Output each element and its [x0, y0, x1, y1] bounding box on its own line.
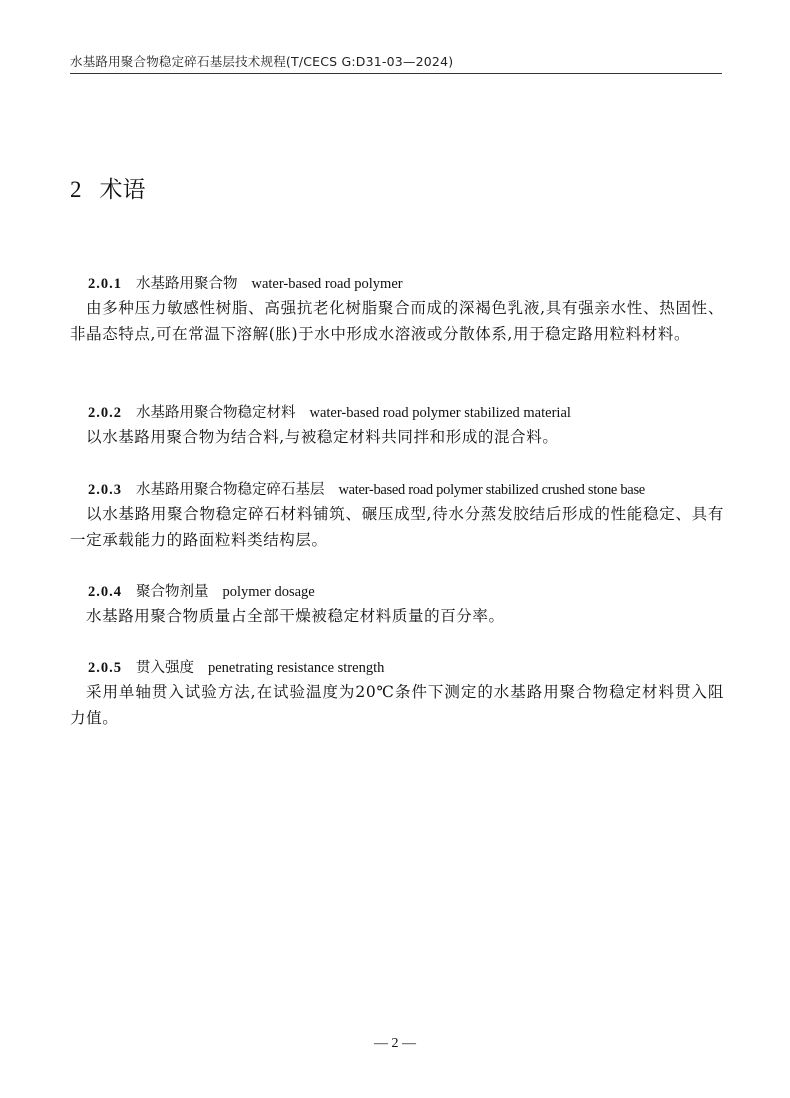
term-number: 2.0.3 [88, 482, 122, 498]
chapter-heading [70, 171, 146, 204]
term-definition: 由多种压力敏感性树脂、高强抗老化树脂聚合而成的深褐色乳液,具有强亲水性、热固性、非晶态特点,可在常温下溶解(胀)于水中形成水溶液或分散体系,用于稳定路用粒料材料。 [70, 299, 724, 343]
term-english-name: water-based road polymer [251, 276, 403, 292]
term-definition: 采用单轴贯入试验方法,在试验温度为20℃条件下测定的水基路用聚合物稳定材料贯入阻力值。 [70, 683, 724, 727]
term-entry [70, 657, 724, 731]
chapter-title: 术语 [99, 177, 146, 203]
chapter-number: 2 [70, 177, 82, 202]
term-definition: 以水基路用聚合物为结合料,与被稳定材料共同拌和形成的混合料。 [86, 428, 559, 446]
term-heading [88, 581, 724, 603]
term-entry [70, 273, 724, 347]
term-entry [70, 479, 724, 553]
term-number: 2.0.4 [88, 584, 122, 600]
term-entry [88, 402, 724, 450]
term-heading [88, 479, 724, 501]
term-heading [88, 657, 724, 679]
term-entry [88, 581, 724, 629]
running-header: 水基路用聚合物稳定碎石基层技术规程(T/CECS G:D31-03—2024) [70, 54, 454, 69]
header-rule [70, 73, 722, 74]
term-number: 2.0.5 [88, 660, 122, 676]
term-heading [88, 273, 724, 295]
term-chinese-name: 水基路用聚合物稳定碎石基层 [136, 482, 325, 498]
term-english-name: water-based road polymer stabilized material [309, 405, 571, 421]
term-number: 2.0.2 [88, 405, 122, 421]
term-definition: 水基路用聚合物质量占全部干燥被稳定材料质量的百分率。 [86, 607, 505, 625]
term-chinese-name: 水基路用聚合物 [136, 276, 238, 292]
term-english-name: polymer dosage [222, 584, 315, 600]
term-number: 2.0.1 [88, 276, 122, 292]
term-english-name: water-based road polymer stabilized crushed stone base [338, 482, 645, 498]
term-chinese-name: 贯入强度 [136, 660, 194, 676]
page-number: — 2 — [374, 1036, 416, 1051]
term-definition: 以水基路用聚合物稳定碎石材料铺筑、碾压成型,待水分蒸发胶结后形成的性能稳定、具有一定承载能力的路面粒料类结构层。 [70, 505, 724, 549]
term-chinese-name: 水基路用聚合物稳定材料 [136, 405, 296, 421]
term-chinese-name: 聚合物剂量 [136, 584, 209, 600]
term-english-name: penetrating resistance strength [208, 660, 385, 676]
term-heading [88, 402, 724, 424]
